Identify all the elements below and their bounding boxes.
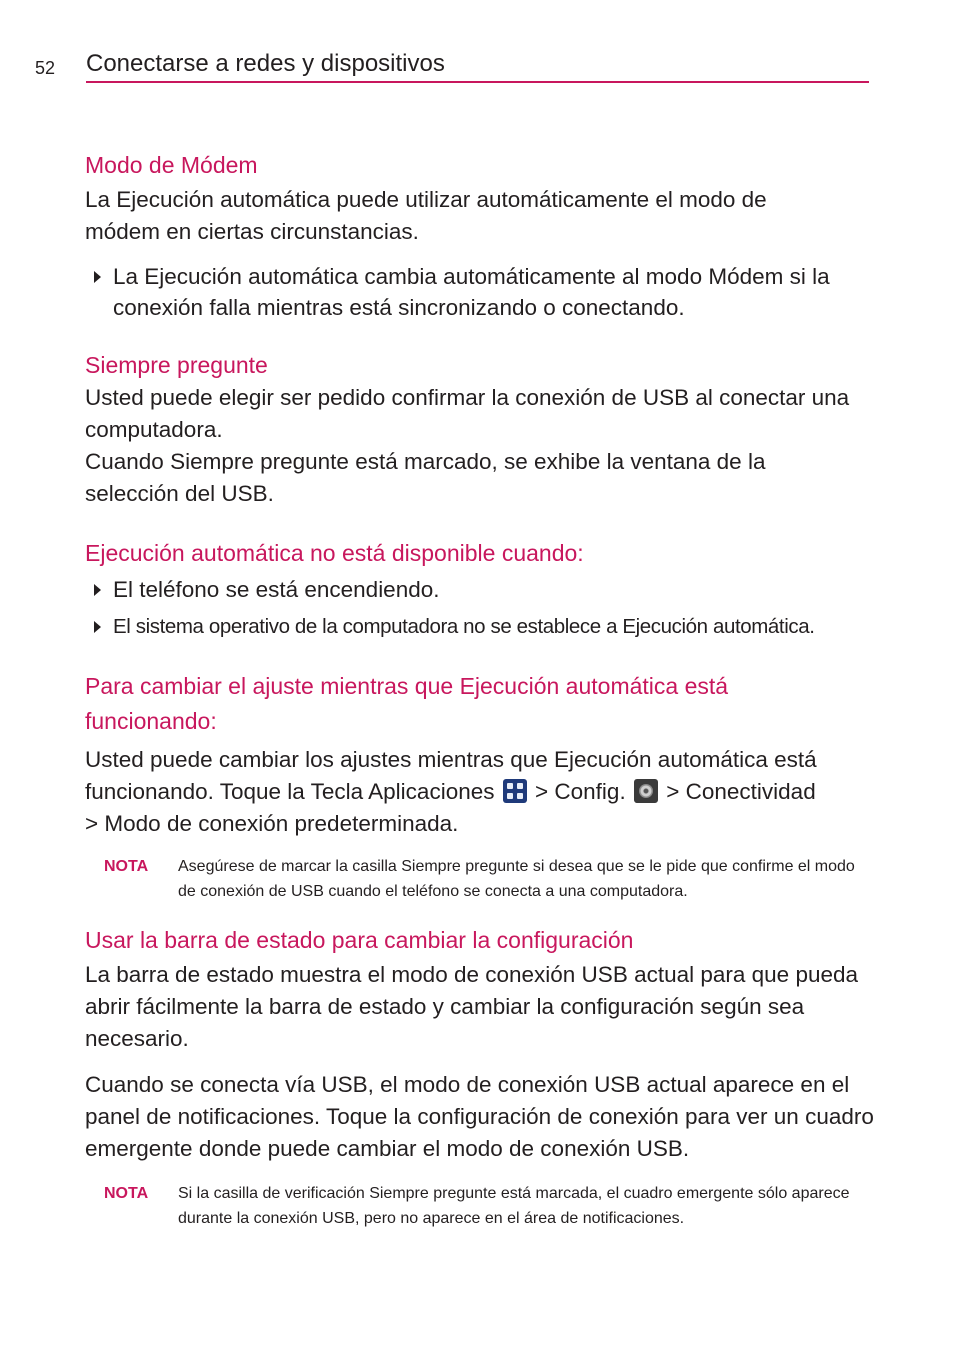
body-text: La Ejecución automática puede utilizar automáticamente el modo de módem en ciertas circunstancias. xyxy=(85,187,767,244)
note-block xyxy=(85,1181,875,1231)
note-text: si desea que se le pide que confirme el modo de conexión de USB cuando el teléfono se conecta a una computadora. xyxy=(178,858,855,900)
bullet-list xyxy=(85,574,875,642)
chapter-title: Conectarse a redes y dispositivos xyxy=(86,50,445,77)
note-emphasis: Siempre pregunte xyxy=(401,858,529,875)
list-item-text: El teléfono se está encendiendo. xyxy=(113,577,440,602)
header-rule xyxy=(86,81,869,83)
bullet-arrow-icon xyxy=(94,621,101,633)
bullet-list xyxy=(85,261,875,323)
note-text: Asegúrese de marcar la casilla xyxy=(178,858,402,875)
apps-key-label: Tecla Aplicaciones xyxy=(310,779,495,804)
bullet-arrow-icon xyxy=(94,271,101,283)
separator: > xyxy=(659,779,686,804)
section-modem xyxy=(85,148,875,323)
page-content xyxy=(85,148,875,1231)
section-unavailable xyxy=(85,536,875,642)
section-always-ask xyxy=(85,348,875,510)
bullet-arrow-icon xyxy=(94,584,101,596)
body-text: Usted puede elegir ser pedido confirmar la conexión de USB al conectar una computadora. xyxy=(85,385,850,442)
default-mode-label: Modo de conexión predeterminada xyxy=(104,811,453,836)
separator: > xyxy=(85,811,105,836)
body-text-2 xyxy=(85,446,825,510)
note-label: NOTA xyxy=(104,858,149,875)
list-item xyxy=(85,261,875,323)
note-text: Si la casilla de verificación xyxy=(178,1185,370,1202)
section-title: Ejecución automática no está disponible cuando: xyxy=(85,540,584,566)
list-item xyxy=(85,574,875,605)
section-title: Modo de Módem xyxy=(85,152,258,178)
page-number: 52 xyxy=(35,58,56,78)
list-item-text: La Ejecución automática cambia automáticamente al modo Módem si la conexión falla mientras está sincronizando o conectando. xyxy=(113,264,830,320)
text-fragment: está marcado, se exhibe la ventana de la selección del USB. xyxy=(85,449,766,506)
section-status-bar xyxy=(85,923,875,1231)
text-fragment: Usted puede cambiar los ajustes mientras que Ejecución automática está funcionando. Toque la xyxy=(85,747,817,804)
separator: > xyxy=(528,779,555,804)
section-title: Siempre pregunte xyxy=(85,352,268,378)
connectivity-label: Conectividad xyxy=(685,779,816,804)
section-title: Para cambiar el ajuste mientras que Ejecución automática está funcionando: xyxy=(85,673,729,734)
body-text: La barra de estado muestra el modo de conexión USB actual para que pueda abrir fácilmente la barra de estado y cambiar la configuración según sea necesario. xyxy=(85,962,859,1051)
list-item xyxy=(85,611,875,642)
apps-grid-icon xyxy=(503,779,527,803)
settings-gear-icon xyxy=(634,779,658,803)
section-title: Usar la barra de estado para cambiar la configuración xyxy=(85,927,634,953)
note-text: está marcada, el cuadro emergente sólo aparece durante la conexión USB, pero no aparece en el área de notificaciones. xyxy=(178,1185,850,1227)
body-text xyxy=(85,744,875,840)
note-label: NOTA xyxy=(104,1185,149,1202)
note-block xyxy=(85,854,875,904)
list-item-text: El sistema operativo de la computadora no se establece a Ejecución automática. xyxy=(113,615,815,638)
note-emphasis: Siempre pregunte xyxy=(369,1185,497,1202)
config-label: Config. xyxy=(554,779,626,804)
text-fragment: Cuando xyxy=(85,449,171,474)
section-change-settings xyxy=(85,669,875,904)
period: . xyxy=(452,811,459,836)
body-text-2: Cuando se conecta vía USB, el modo de conexión USB actual aparece en el panel de notificaciones. Toque la configuración de conexión para ver un cuadro emergente donde puede cambiar el modo de conexión USB. xyxy=(85,1072,874,1161)
emphasis-text: Siempre pregunte xyxy=(170,449,349,474)
